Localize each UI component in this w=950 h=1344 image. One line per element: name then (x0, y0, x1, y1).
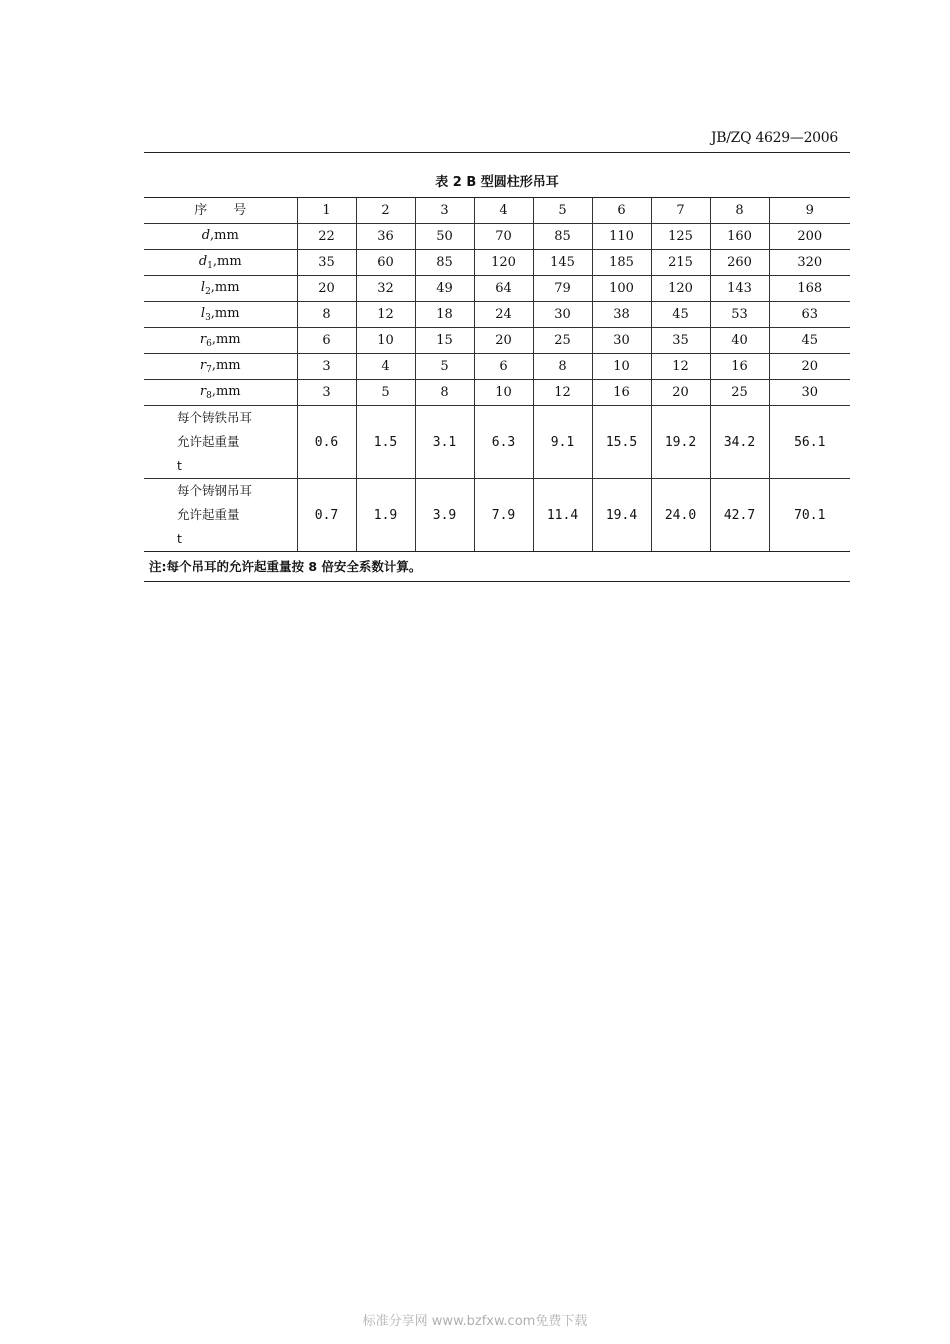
table-cell: 45 (651, 302, 710, 328)
table-cell: 215 (651, 250, 710, 276)
header-cell-label (144, 198, 297, 224)
row-unit: ,mm (210, 305, 240, 321)
table-cell: 12 (651, 354, 710, 380)
load-row (144, 479, 850, 552)
table-cell: 22 (297, 224, 356, 250)
table-cell: 168 (769, 276, 850, 302)
row-subscript: 3 (205, 312, 211, 323)
load-cell: 11.4 (533, 479, 592, 552)
load-cell: 70.1 (769, 479, 850, 552)
table-cell: 12 (356, 302, 415, 328)
table-cell: 38 (592, 302, 651, 328)
table-cell: 49 (415, 276, 474, 302)
row-symbol: d (198, 253, 208, 269)
header-cell-7: 7 (651, 198, 710, 224)
table-cell: 10 (592, 354, 651, 380)
table-cell: 3 (297, 380, 356, 406)
table-cell: 8 (533, 354, 592, 380)
table-row (144, 328, 850, 354)
table-cell: 45 (769, 328, 850, 354)
table-cell: 40 (710, 328, 769, 354)
table-cell: 120 (474, 250, 533, 276)
table-cell: 6 (474, 354, 533, 380)
table-cell: 5 (415, 354, 474, 380)
table-cell: 18 (415, 302, 474, 328)
table-cell: 145 (533, 250, 592, 276)
table-row (144, 380, 850, 406)
table-cell: 8 (297, 302, 356, 328)
table-cell: 20 (474, 328, 533, 354)
row-symbol: r (199, 357, 207, 373)
load-cell: 0.6 (297, 406, 356, 479)
load-row (144, 406, 850, 479)
load-cell: 0.7 (297, 479, 356, 552)
header-label: 序号 (194, 203, 273, 218)
table-cell: 110 (592, 224, 651, 250)
table-cell: 320 (769, 250, 850, 276)
load-cell: 19.2 (651, 406, 710, 479)
row-label (144, 224, 297, 250)
load-cell: 56.1 (769, 406, 850, 479)
table-cell: 125 (651, 224, 710, 250)
row-label (144, 250, 297, 276)
table-cell: 5 (356, 380, 415, 406)
table-note: 注:每个吊耳的允许起重量按 8 倍安全系数计算。 (149, 559, 422, 574)
table-cell: 4 (356, 354, 415, 380)
table-cell: 85 (415, 250, 474, 276)
row-unit: ,mm (211, 383, 241, 399)
row-unit: ,mm (211, 357, 241, 373)
table-cell: 15 (415, 328, 474, 354)
row-label (144, 380, 297, 406)
table-cell: 25 (710, 380, 769, 406)
row-subscript: 2 (205, 286, 211, 297)
standard-code: JB/ZQ 4629—2006 (710, 130, 838, 146)
table-cell: 64 (474, 276, 533, 302)
table-cell: 70 (474, 224, 533, 250)
table-row (144, 276, 850, 302)
header-rule (144, 152, 850, 153)
table-cell: 32 (356, 276, 415, 302)
load-label-line: 允许起重量 (177, 507, 240, 522)
row-label (144, 276, 297, 302)
table-row (144, 224, 850, 250)
table-cell: 53 (710, 302, 769, 328)
row-unit: ,mm (212, 253, 242, 269)
row-unit: ,mm (210, 279, 240, 295)
row-symbol: d (201, 227, 211, 243)
table-row (144, 354, 850, 380)
table-cell: 60 (356, 250, 415, 276)
table-cell: 30 (533, 302, 592, 328)
load-cell: 6.3 (474, 406, 533, 479)
table-cell: 10 (474, 380, 533, 406)
load-cell: 9.1 (533, 406, 592, 479)
load-cell: 3.1 (415, 406, 474, 479)
table-cell: 25 (533, 328, 592, 354)
table-cell: 79 (533, 276, 592, 302)
header-cell-5: 5 (533, 198, 592, 224)
load-cell: 7.9 (474, 479, 533, 552)
table-cell: 30 (769, 380, 850, 406)
table-cell: 35 (297, 250, 356, 276)
dimension-table (144, 197, 850, 552)
row-label (144, 302, 297, 328)
bottom-rule (144, 581, 850, 582)
row-subscript: 7 (206, 364, 212, 375)
load-label-line: t (177, 531, 182, 546)
table-cell: 20 (769, 354, 850, 380)
table-cell: 3 (297, 354, 356, 380)
table-cell: 260 (710, 250, 769, 276)
table-cell: 24 (474, 302, 533, 328)
load-row-label (144, 479, 297, 552)
row-label (144, 328, 297, 354)
header-cell-8: 8 (710, 198, 769, 224)
row-subscript: 1 (207, 260, 213, 271)
row-symbol: r (199, 331, 207, 347)
table-cell: 100 (592, 276, 651, 302)
table-row (144, 250, 850, 276)
load-label-line: 每个铸铁吊耳 (177, 410, 253, 425)
table-cell: 30 (592, 328, 651, 354)
load-cell: 1.9 (356, 479, 415, 552)
load-label-line: 每个铸钢吊耳 (177, 483, 253, 498)
header-cell-9: 9 (769, 198, 850, 224)
load-label-line: t (177, 458, 182, 473)
row-label (144, 354, 297, 380)
header-cell-1: 1 (297, 198, 356, 224)
load-cell: 1.5 (356, 406, 415, 479)
table-cell: 85 (533, 224, 592, 250)
row-symbol: l (200, 279, 206, 295)
table-cell: 160 (710, 224, 769, 250)
row-subscript: 8 (206, 390, 212, 401)
header-cell-2: 2 (356, 198, 415, 224)
load-row-label (144, 406, 297, 479)
load-cell: 42.7 (710, 479, 769, 552)
header-cell-3: 3 (415, 198, 474, 224)
table-cell: 6 (297, 328, 356, 354)
table-row (144, 302, 850, 328)
table-cell: 12 (533, 380, 592, 406)
table-cell: 185 (592, 250, 651, 276)
load-label-line: 允许起重量 (177, 434, 240, 449)
table-cell: 35 (651, 328, 710, 354)
row-unit: ,mm (210, 227, 239, 243)
table-cell: 50 (415, 224, 474, 250)
load-cell: 15.5 (592, 406, 651, 479)
table-cell: 120 (651, 276, 710, 302)
row-symbol: l (200, 305, 206, 321)
table-cell: 16 (592, 380, 651, 406)
table-cell: 36 (356, 224, 415, 250)
load-cell: 3.9 (415, 479, 474, 552)
row-symbol: r (199, 383, 207, 399)
table-cell: 200 (769, 224, 850, 250)
table-cell: 20 (651, 380, 710, 406)
table-cell: 16 (710, 354, 769, 380)
load-cell: 19.4 (592, 479, 651, 552)
row-subscript: 6 (206, 338, 212, 349)
table-title: 表 2 B 型圆柱形吊耳 (435, 175, 559, 190)
header-cell-6: 6 (592, 198, 651, 224)
load-cell: 24.0 (651, 479, 710, 552)
table-cell: 8 (415, 380, 474, 406)
header-cell-4: 4 (474, 198, 533, 224)
table-cell: 10 (356, 328, 415, 354)
table-cell: 20 (297, 276, 356, 302)
table-header-row (144, 198, 850, 224)
load-cell: 34.2 (710, 406, 769, 479)
table-cell: 63 (769, 302, 850, 328)
row-unit: ,mm (211, 331, 241, 347)
table-cell: 143 (710, 276, 769, 302)
watermark-text: 标准分享网 www.bzfxw.com免费下载 (362, 1314, 588, 1329)
